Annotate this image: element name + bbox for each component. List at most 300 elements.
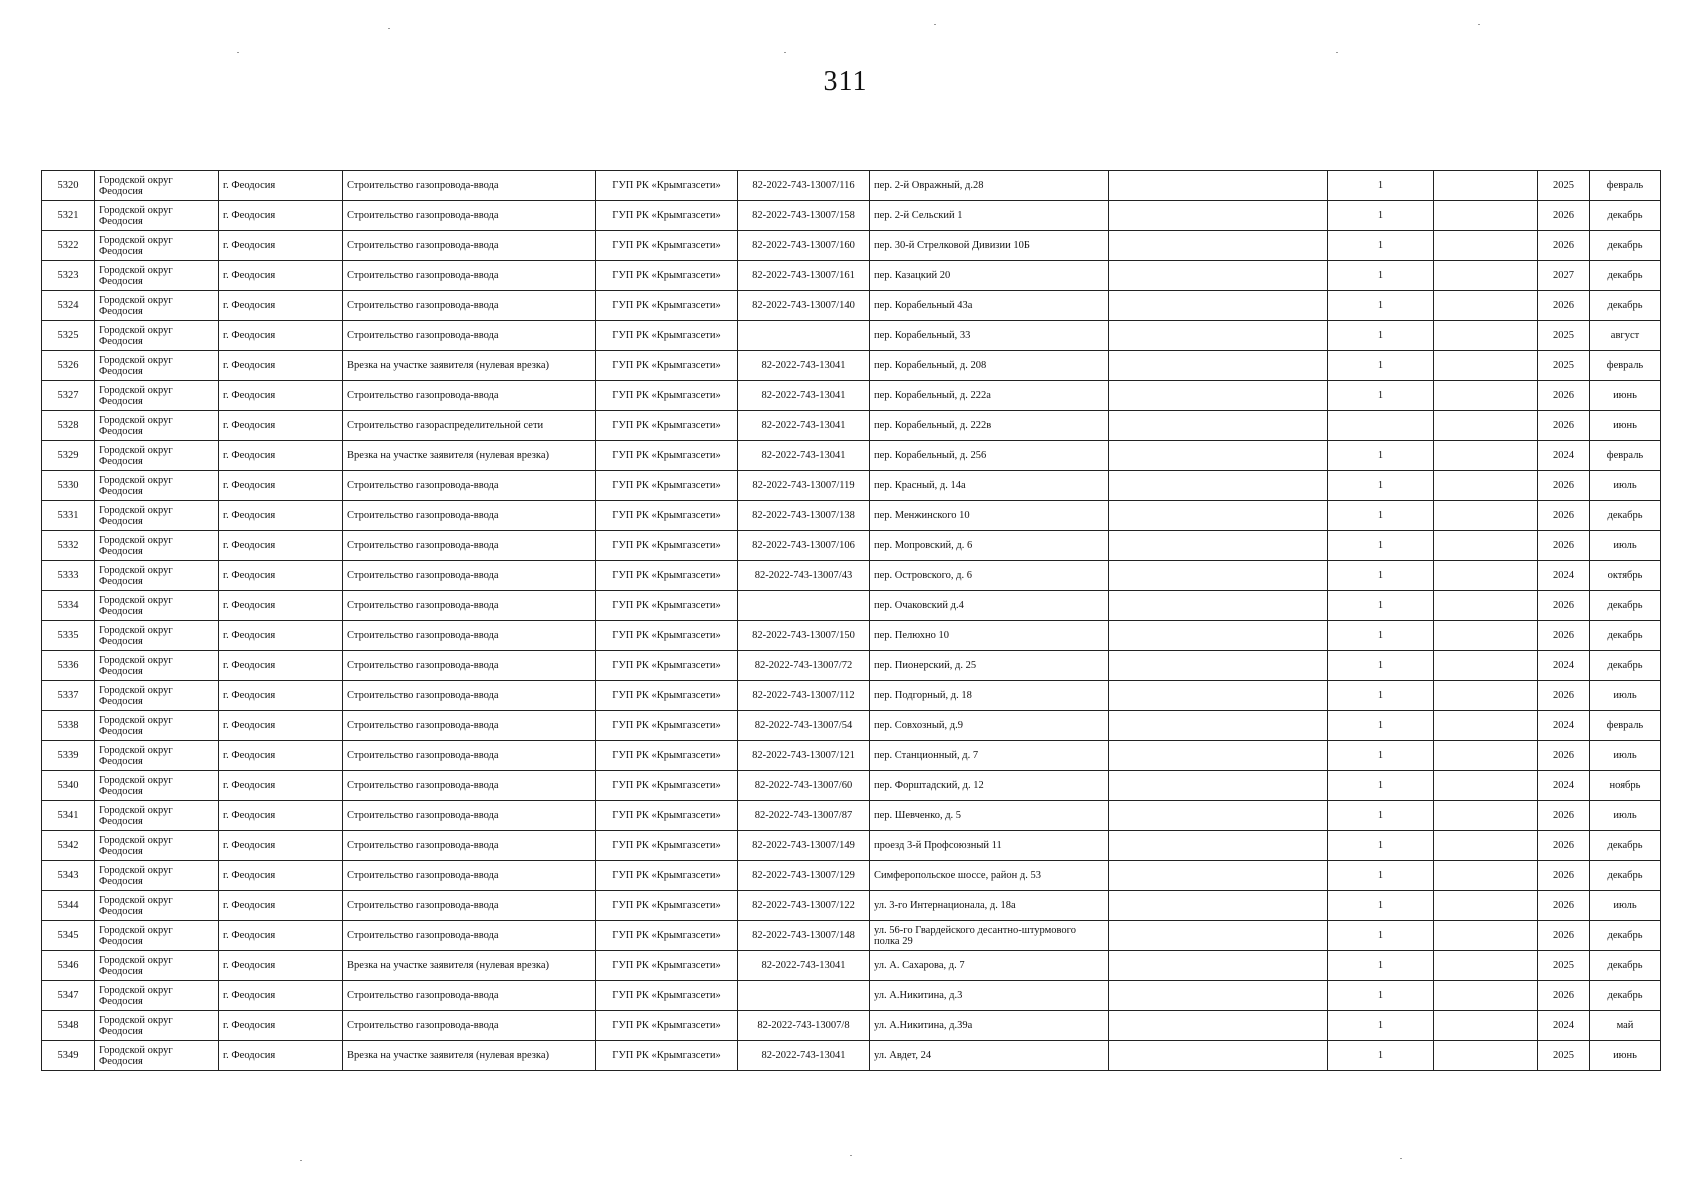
district-cell: Городской округ Феодосия (95, 591, 219, 621)
organization-cell: ГУП РК «Крымгазсети» (596, 861, 738, 891)
code-cell: 82-2022-743-13007/149 (738, 831, 870, 861)
quantity-cell: 1 (1328, 861, 1434, 891)
code-cell: 82-2022-743-13007/106 (738, 531, 870, 561)
district-cell: Городской округ Феодосия (95, 831, 219, 861)
work-type-cell: Строительство газопровода-ввода (343, 771, 596, 801)
district-cell: Городской округ Феодосия (95, 801, 219, 831)
row-number: 5332 (42, 531, 95, 561)
address-cell: пер. Корабельный, д. 208 (870, 351, 1109, 381)
city-cell: г. Феодосия (219, 771, 343, 801)
month-cell: декабрь (1590, 231, 1661, 261)
code-cell: 82-2022-743-13007/158 (738, 201, 870, 231)
organization-cell: ГУП РК «Крымгазсети» (596, 771, 738, 801)
organization-cell: ГУП РК «Крымгазсети» (596, 651, 738, 681)
city-cell: г. Феодосия (219, 351, 343, 381)
work-type-cell: Врезка на участке заявителя (нулевая врезка) (343, 951, 596, 981)
work-type-cell: Строительство газораспределительной сети (343, 411, 596, 441)
code-cell: 82-2022-743-13007/129 (738, 861, 870, 891)
month-cell: декабрь (1590, 921, 1661, 951)
city-cell: г. Феодосия (219, 261, 343, 291)
row-number: 5320 (42, 171, 95, 201)
code-cell: 82-2022-743-13007/150 (738, 621, 870, 651)
month-cell: декабрь (1590, 501, 1661, 531)
year-cell: 2026 (1538, 801, 1590, 831)
blank-cell (1109, 501, 1328, 531)
address-cell: ул. 56-го Гвардейского десантно-штурмового полка 29 (870, 921, 1109, 951)
work-type-cell: Строительство газопровода-ввода (343, 921, 596, 951)
address-cell: проезд 3-й Профсоюзный 11 (870, 831, 1109, 861)
organization-cell: ГУП РК «Крымгазсети» (596, 261, 738, 291)
work-type-cell: Строительство газопровода-ввода (343, 261, 596, 291)
work-type-cell: Строительство газопровода-ввода (343, 231, 596, 261)
blank-cell (1109, 441, 1328, 471)
work-type-cell: Врезка на участке заявителя (нулевая врезка) (343, 1041, 596, 1071)
year-cell: 2027 (1538, 261, 1590, 291)
city-cell: г. Феодосия (219, 1011, 343, 1041)
address-cell: пер. Корабельный, 33 (870, 321, 1109, 351)
blank-cell (1434, 201, 1538, 231)
year-cell: 2026 (1538, 501, 1590, 531)
city-cell: г. Феодосия (219, 171, 343, 201)
district-cell: Городской округ Феодосия (95, 981, 219, 1011)
city-cell: г. Феодосия (219, 711, 343, 741)
quantity-cell: 1 (1328, 261, 1434, 291)
code-cell: 82-2022-743-13007/161 (738, 261, 870, 291)
code-cell: 82-2022-743-13007/119 (738, 471, 870, 501)
organization-cell: ГУП РК «Крымгазсети» (596, 921, 738, 951)
month-cell: июль (1590, 741, 1661, 771)
city-cell: г. Феодосия (219, 531, 343, 561)
address-cell: пер. Казацкий 20 (870, 261, 1109, 291)
table-row (42, 1011, 1661, 1041)
code-cell: 82-2022-743-13007/160 (738, 231, 870, 261)
city-cell: г. Феодосия (219, 381, 343, 411)
city-cell: г. Феодосия (219, 831, 343, 861)
district-cell: Городской округ Феодосия (95, 651, 219, 681)
month-cell: июль (1590, 681, 1661, 711)
blank-cell (1434, 951, 1538, 981)
address-cell: пер. 2-й Овражный, д.28 (870, 171, 1109, 201)
blank-cell (1434, 891, 1538, 921)
work-type-cell: Строительство газопровода-ввода (343, 891, 596, 921)
code-cell (738, 591, 870, 621)
blank-cell (1109, 981, 1328, 1011)
city-cell: г. Феодосия (219, 501, 343, 531)
blank-cell (1434, 291, 1538, 321)
district-cell: Городской округ Феодосия (95, 1011, 219, 1041)
organization-cell: ГУП РК «Крымгазсети» (596, 501, 738, 531)
city-cell: г. Феодосия (219, 231, 343, 261)
district-cell: Городской округ Феодосия (95, 531, 219, 561)
table-row (42, 891, 1661, 921)
row-number: 5327 (42, 381, 95, 411)
code-cell: 82-2022-743-13041 (738, 951, 870, 981)
month-cell: декабрь (1590, 651, 1661, 681)
month-cell: декабрь (1590, 981, 1661, 1011)
quantity-cell: 1 (1328, 321, 1434, 351)
district-cell: Городской округ Феодосия (95, 681, 219, 711)
city-cell: г. Феодосия (219, 861, 343, 891)
month-cell: декабрь (1590, 291, 1661, 321)
code-cell: 82-2022-743-13041 (738, 411, 870, 441)
work-type-cell: Строительство газопровода-ввода (343, 561, 596, 591)
row-number: 5322 (42, 231, 95, 261)
district-cell: Городской округ Феодосия (95, 321, 219, 351)
code-cell: 82-2022-743-13007/112 (738, 681, 870, 711)
quantity-cell: 1 (1328, 201, 1434, 231)
table-row (42, 861, 1661, 891)
quantity-cell: 1 (1328, 981, 1434, 1011)
work-type-cell: Строительство газопровода-ввода (343, 801, 596, 831)
month-cell: декабрь (1590, 861, 1661, 891)
organization-cell: ГУП РК «Крымгазсети» (596, 891, 738, 921)
work-type-cell: Строительство газопровода-ввода (343, 471, 596, 501)
blank-cell (1109, 621, 1328, 651)
work-type-cell: Врезка на участке заявителя (нулевая врезка) (343, 441, 596, 471)
city-cell: г. Феодосия (219, 441, 343, 471)
month-cell: февраль (1590, 711, 1661, 741)
district-cell: Городской округ Феодосия (95, 861, 219, 891)
month-cell: май (1590, 1011, 1661, 1041)
row-number: 5337 (42, 681, 95, 711)
quantity-cell: 1 (1328, 441, 1434, 471)
blank-cell (1109, 1041, 1328, 1071)
row-number: 5324 (42, 291, 95, 321)
work-type-cell: Строительство газопровода-ввода (343, 981, 596, 1011)
blank-cell (1434, 381, 1538, 411)
year-cell: 2026 (1538, 381, 1590, 411)
work-type-cell: Строительство газопровода-ввода (343, 171, 596, 201)
organization-cell: ГУП РК «Крымгазсети» (596, 681, 738, 711)
blank-cell (1434, 171, 1538, 201)
page-number: 311 (823, 66, 868, 97)
district-cell: Городской округ Феодосия (95, 711, 219, 741)
organization-cell: ГУП РК «Крымгазсети» (596, 1011, 738, 1041)
year-cell: 2025 (1538, 1041, 1590, 1071)
table-row (42, 351, 1661, 381)
quantity-cell: 1 (1328, 891, 1434, 921)
blank-cell (1109, 651, 1328, 681)
row-number: 5335 (42, 621, 95, 651)
month-cell: февраль (1590, 171, 1661, 201)
table-row (42, 1041, 1661, 1071)
month-cell: декабрь (1590, 261, 1661, 291)
row-number: 5325 (42, 321, 95, 351)
row-number: 5340 (42, 771, 95, 801)
organization-cell: ГУП РК «Крымгазсети» (596, 591, 738, 621)
month-cell: июнь (1590, 411, 1661, 441)
address-cell: пер. Менжинского 10 (870, 501, 1109, 531)
city-cell: г. Феодосия (219, 681, 343, 711)
quantity-cell: 1 (1328, 531, 1434, 561)
work-type-cell: Строительство газопровода-ввода (343, 621, 596, 651)
organization-cell: ГУП РК «Крымгазсети» (596, 471, 738, 501)
blank-cell (1434, 561, 1538, 591)
year-cell: 2025 (1538, 351, 1590, 381)
month-cell: декабрь (1590, 951, 1661, 981)
blank-cell (1434, 231, 1538, 261)
address-cell: Симферопольское шоссе, район д. 53 (870, 861, 1109, 891)
work-type-cell: Строительство газопровода-ввода (343, 741, 596, 771)
quantity-cell: 1 (1328, 471, 1434, 501)
address-cell: пер. 30-й Стрелковой Дивизии 10Б (870, 231, 1109, 261)
blank-cell (1109, 1011, 1328, 1041)
quantity-cell: 1 (1328, 1041, 1434, 1071)
district-cell: Городской округ Феодосия (95, 741, 219, 771)
table-row (42, 981, 1661, 1011)
district-cell: Городской округ Феодосия (95, 231, 219, 261)
address-cell: пер. Пелюхно 10 (870, 621, 1109, 651)
code-cell: 82-2022-743-13007/116 (738, 171, 870, 201)
work-type-cell: Строительство газопровода-ввода (343, 711, 596, 741)
city-cell: г. Феодосия (219, 561, 343, 591)
code-cell: 82-2022-743-13041 (738, 1041, 870, 1071)
row-number: 5347 (42, 981, 95, 1011)
organization-cell: ГУП РК «Крымгазсети» (596, 831, 738, 861)
organization-cell: ГУП РК «Крымгазсети» (596, 981, 738, 1011)
code-cell: 82-2022-743-13007/72 (738, 651, 870, 681)
organization-cell: ГУП РК «Крымгазсети» (596, 231, 738, 261)
table-row (42, 471, 1661, 501)
address-cell: ул. А.Никитина, д.39а (870, 1011, 1109, 1041)
address-cell: пер. Корабельный, д. 256 (870, 441, 1109, 471)
table-row (42, 771, 1661, 801)
work-type-cell: Строительство газопровода-ввода (343, 591, 596, 621)
row-number: 5344 (42, 891, 95, 921)
table-row (42, 501, 1661, 531)
row-number: 5331 (42, 501, 95, 531)
organization-cell: ГУП РК «Крымгазсети» (596, 801, 738, 831)
quantity-cell (1328, 411, 1434, 441)
year-cell: 2026 (1538, 681, 1590, 711)
address-cell: пер. Очаковский д.4 (870, 591, 1109, 621)
quantity-cell: 1 (1328, 801, 1434, 831)
year-cell: 2026 (1538, 891, 1590, 921)
organization-cell: ГУП РК «Крымгазсети» (596, 1041, 738, 1071)
year-cell: 2024 (1538, 771, 1590, 801)
address-cell: пер. Корабельный, д. 222а (870, 381, 1109, 411)
district-cell: Городской округ Феодосия (95, 771, 219, 801)
blank-cell (1434, 681, 1538, 711)
blank-cell (1434, 591, 1538, 621)
month-cell: декабрь (1590, 201, 1661, 231)
organization-cell: ГУП РК «Крымгазсети» (596, 291, 738, 321)
address-cell: ул. А.Никитина, д.3 (870, 981, 1109, 1011)
table-row (42, 741, 1661, 771)
work-type-cell: Строительство газопровода-ввода (343, 381, 596, 411)
table-row (42, 561, 1661, 591)
table-row (42, 411, 1661, 441)
blank-cell (1434, 711, 1538, 741)
code-cell: 82-2022-743-13007/54 (738, 711, 870, 741)
month-cell: декабрь (1590, 591, 1661, 621)
month-cell: июль (1590, 471, 1661, 501)
quantity-cell: 1 (1328, 651, 1434, 681)
blank-cell (1109, 771, 1328, 801)
address-cell: пер. Мопровский, д. 6 (870, 531, 1109, 561)
row-number: 5328 (42, 411, 95, 441)
city-cell: г. Феодосия (219, 201, 343, 231)
quantity-cell: 1 (1328, 231, 1434, 261)
blank-cell (1109, 951, 1328, 981)
row-number: 5348 (42, 1011, 95, 1041)
district-cell: Городской округ Феодосия (95, 441, 219, 471)
organization-cell: ГУП РК «Крымгазсети» (596, 561, 738, 591)
address-cell: ул. А. Сахарова, д. 7 (870, 951, 1109, 981)
year-cell: 2024 (1538, 561, 1590, 591)
month-cell: ноябрь (1590, 771, 1661, 801)
year-cell: 2026 (1538, 531, 1590, 561)
blank-cell (1434, 1011, 1538, 1041)
district-cell: Городской округ Феодосия (95, 201, 219, 231)
year-cell: 2026 (1538, 201, 1590, 231)
blank-cell (1434, 321, 1538, 351)
row-number: 5321 (42, 201, 95, 231)
table-body (42, 171, 1661, 1071)
row-number: 5339 (42, 741, 95, 771)
month-cell: июль (1590, 891, 1661, 921)
city-cell: г. Феодосия (219, 471, 343, 501)
address-cell: пер. Островского, д. 6 (870, 561, 1109, 591)
year-cell: 2026 (1538, 921, 1590, 951)
district-cell: Городской округ Феодосия (95, 1041, 219, 1071)
blank-cell (1434, 741, 1538, 771)
quantity-cell: 1 (1328, 621, 1434, 651)
blank-cell (1109, 681, 1328, 711)
row-number: 5333 (42, 561, 95, 591)
organization-cell: ГУП РК «Крымгазсети» (596, 321, 738, 351)
quantity-cell: 1 (1328, 1011, 1434, 1041)
blank-cell (1109, 231, 1328, 261)
quantity-cell: 1 (1328, 561, 1434, 591)
work-type-cell: Строительство газопровода-ввода (343, 201, 596, 231)
district-cell: Городской округ Феодосия (95, 261, 219, 291)
work-type-cell: Строительство газопровода-ввода (343, 681, 596, 711)
blank-cell (1109, 381, 1328, 411)
table-row (42, 171, 1661, 201)
city-cell: г. Феодосия (219, 621, 343, 651)
district-cell: Городской округ Феодосия (95, 411, 219, 441)
year-cell: 2025 (1538, 171, 1590, 201)
blank-cell (1434, 411, 1538, 441)
address-cell: пер. Пионерский, д. 25 (870, 651, 1109, 681)
month-cell: февраль (1590, 441, 1661, 471)
city-cell: г. Феодосия (219, 411, 343, 441)
quantity-cell: 1 (1328, 711, 1434, 741)
address-cell: пер. Совхозный, д.9 (870, 711, 1109, 741)
blank-cell (1434, 471, 1538, 501)
year-cell: 2026 (1538, 741, 1590, 771)
organization-cell: ГУП РК «Крымгазсети» (596, 741, 738, 771)
address-cell: ул. 3-го Интернационала, д. 18а (870, 891, 1109, 921)
work-type-cell: Строительство газопровода-ввода (343, 291, 596, 321)
table-row (42, 651, 1661, 681)
blank-cell (1109, 741, 1328, 771)
blank-cell (1109, 321, 1328, 351)
work-type-cell: Строительство газопровода-ввода (343, 831, 596, 861)
code-cell: 82-2022-743-13007/43 (738, 561, 870, 591)
blank-cell (1434, 441, 1538, 471)
blank-cell (1109, 801, 1328, 831)
organization-cell: ГУП РК «Крымгазсети» (596, 381, 738, 411)
quantity-cell: 1 (1328, 681, 1434, 711)
code-cell (738, 981, 870, 1011)
table-row (42, 441, 1661, 471)
blank-cell (1109, 561, 1328, 591)
year-cell: 2025 (1538, 951, 1590, 981)
year-cell: 2026 (1538, 621, 1590, 651)
city-cell: г. Феодосия (219, 801, 343, 831)
year-cell: 2026 (1538, 591, 1590, 621)
table-row (42, 711, 1661, 741)
quantity-cell: 1 (1328, 291, 1434, 321)
address-cell: пер. Подгорный, д. 18 (870, 681, 1109, 711)
organization-cell: ГУП РК «Крымгазсети» (596, 711, 738, 741)
blank-cell (1434, 261, 1538, 291)
month-cell: июнь (1590, 381, 1661, 411)
city-cell: г. Феодосия (219, 741, 343, 771)
code-cell: 82-2022-743-13007/8 (738, 1011, 870, 1041)
organization-cell: ГУП РК «Крымгазсети» (596, 351, 738, 381)
district-cell: Городской округ Феодосия (95, 621, 219, 651)
address-cell: пер. Форштадский, д. 12 (870, 771, 1109, 801)
blank-cell (1109, 201, 1328, 231)
quantity-cell: 1 (1328, 171, 1434, 201)
blank-cell (1434, 351, 1538, 381)
table-row (42, 801, 1661, 831)
city-cell: г. Феодосия (219, 651, 343, 681)
work-type-cell: Строительство газопровода-ввода (343, 501, 596, 531)
address-cell: пер. 2-й Сельский 1 (870, 201, 1109, 231)
blank-cell (1109, 711, 1328, 741)
row-number: 5341 (42, 801, 95, 831)
year-cell: 2026 (1538, 981, 1590, 1011)
month-cell: декабрь (1590, 621, 1661, 651)
row-number: 5329 (42, 441, 95, 471)
district-cell: Городской округ Феодосия (95, 171, 219, 201)
district-cell: Городской округ Феодосия (95, 921, 219, 951)
quantity-cell: 1 (1328, 921, 1434, 951)
address-cell: пер. Корабельный, д. 222в (870, 411, 1109, 441)
month-cell: август (1590, 321, 1661, 351)
blank-cell (1109, 531, 1328, 561)
organization-cell: ГУП РК «Крымгазсети» (596, 531, 738, 561)
blank-cell (1109, 411, 1328, 441)
blank-cell (1109, 291, 1328, 321)
code-cell: 82-2022-743-13041 (738, 351, 870, 381)
organization-cell: ГУП РК «Крымгазсети» (596, 441, 738, 471)
city-cell: г. Феодосия (219, 321, 343, 351)
row-number: 5349 (42, 1041, 95, 1071)
organization-cell: ГУП РК «Крымгазсети» (596, 411, 738, 441)
table-row (42, 951, 1661, 981)
blank-cell (1434, 771, 1538, 801)
quantity-cell: 1 (1328, 501, 1434, 531)
city-cell: г. Феодосия (219, 291, 343, 321)
work-type-cell: Строительство газопровода-ввода (343, 1011, 596, 1041)
table-row (42, 681, 1661, 711)
row-number: 5323 (42, 261, 95, 291)
blank-cell (1434, 981, 1538, 1011)
table-row (42, 291, 1661, 321)
organization-cell: ГУП РК «Крымгазсети» (596, 201, 738, 231)
address-cell: пер. Шевченко, д. 5 (870, 801, 1109, 831)
code-cell: 82-2022-743-13041 (738, 441, 870, 471)
year-cell: 2026 (1538, 471, 1590, 501)
table-row (42, 381, 1661, 411)
row-number: 5343 (42, 861, 95, 891)
district-cell: Городской округ Феодосия (95, 291, 219, 321)
